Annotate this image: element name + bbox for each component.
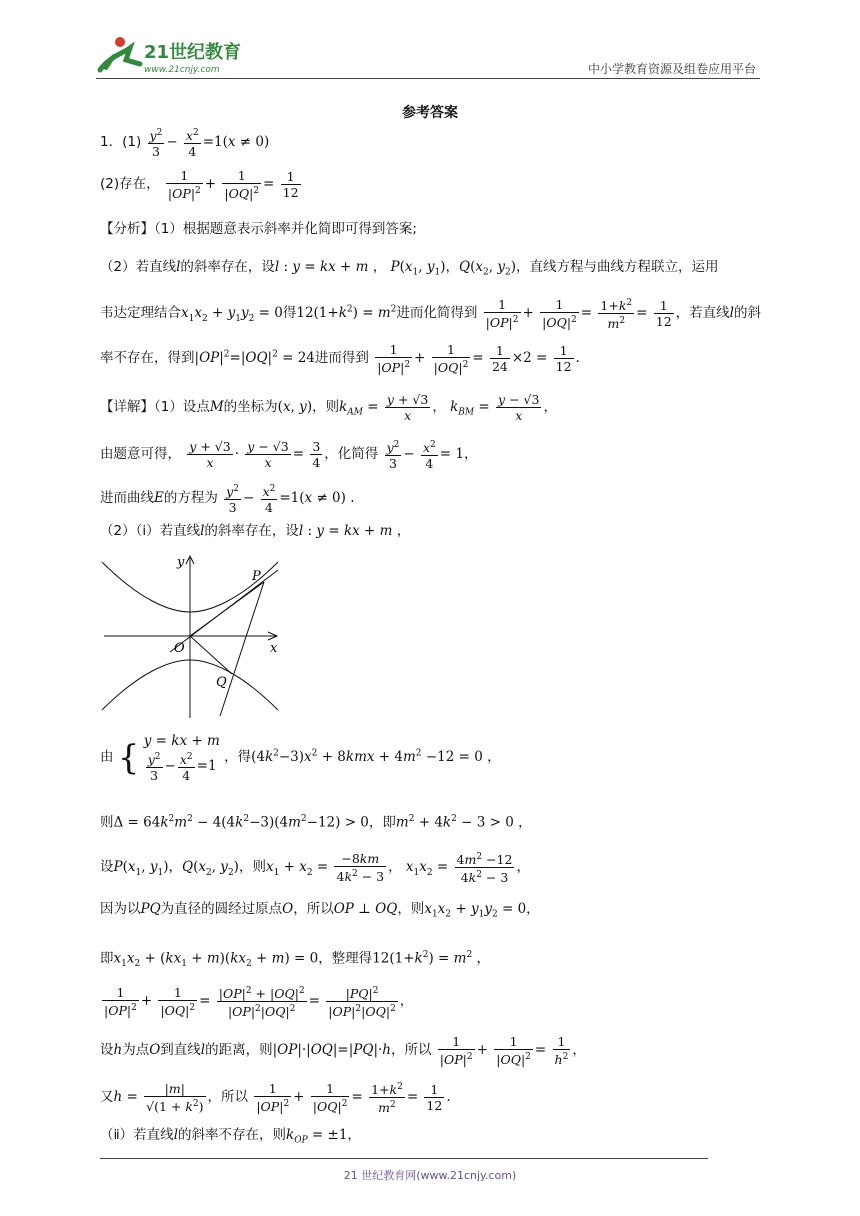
detail-2: 由题意可得， $\frac{y + √3}{x}$ · $\frac{y - √3}{x}$ = $\frac{3}{4}$ ，化简得 $\frac{y^2}{3}$ − $\frac{x^2}{4}$ = 1，: [100, 439, 478, 472]
discriminant: 则$\Delta = 64k^2m^2 - 4(4k^2-3)(4m^2-12) > 0$，即$m^2 + 4k^2 - 3 > 0$ ，: [100, 814, 532, 831]
simplify: 即$x_1x_2 + (kx_1 + m)(kx_2 + m) = 0$，整理得$12(1+k^2) = m^2$ ，: [100, 950, 490, 970]
hyperbola-graph: [100, 552, 282, 720]
svg-text:www.21cnjy.com: www.21cnjy.com: [144, 65, 220, 75]
footer-divider: [100, 1158, 708, 1159]
analysis-4: 率不存在，得到$|OP|^2=|OQ|^2 = 24$进而得到 $\frac{1}{|OP|^2}$ + $\frac{1}{|OQ|^2}$ = $\frac{1}{24}$ ×2 = $\frac{1}{12}$ .: [100, 342, 580, 376]
analysis-3: 韦达定理结合$x_1x_2 + y_1y_2 = 0$得$12(1+k^2) = m^2$进而化简得到 $\frac{1}{|OP|^2}$ + $\frac{1}{|OQ|^2}$ = $\frac{1+k^2}{m^2}$ = $\frac{1}{12}$ ，若直线l的斜: [100, 297, 761, 332]
conclusion: 又h = $\frac{|m|}{√(1 + k^2)}$ ，所以 $\frac{1}{|OP|^2}$ + $\frac{1}{|OQ|^2}$ = $\frac{1+k^2}{m^2}$ = $\frac{1}{12}$ .: [100, 1081, 451, 1116]
answer-1-2: (2)存在， $\frac{1}{|OP|^2}$ + $\frac{1}{|OQ|^2}$ = $\frac{1}{12}$: [100, 168, 299, 202]
svg-text:x: x: [270, 641, 278, 656]
svg-text:O: O: [174, 641, 185, 656]
distance-h: 设h为点O到直线l的距离，则|OP|·|OQ|=|PQ|·h，所以 $\frac{1}{|OP|^2}$ + $\frac{1}{|OQ|^2}$ = $\frac{1}{h^2}$ ，: [100, 1034, 586, 1068]
system-equation: 由 { y = kx + m $\frac{y^2}{3}$ − $\frac{x^2}{4}$ =1 ，得$(4k^2-3)x^2 + 8kmx + 4m^2 -12 = 0$ ，: [100, 733, 501, 784]
footer-text: 21 世纪教育网(www.21cnjy.com): [343, 1169, 517, 1182]
detail-4: （2）（ⅰ）若直线l的斜率存在，设l : y = kx + m ，: [100, 523, 411, 539]
answer-1-1: 1．(1) $\frac{y^2}{3}$ − $\frac{x^2}{4}$ =1(x ≠ 0): [100, 128, 270, 160]
case-ii: （ⅱ）若直线l的斜率不存在，则$k_{OP} = \pm 1$，: [100, 1127, 361, 1146]
svg-text:y: y: [177, 555, 185, 570]
svg-text:21世纪教育: 21世纪教育: [144, 42, 242, 63]
detail-1: 【详解】（1）设点M的坐标为(x, y)，则$k_{AM}$ = $\frac{y + √3}{x}$ ， $k_{BM}$ = $\frac{y - √3}{x}$ ，: [100, 392, 557, 423]
svg-text:Q: Q: [216, 675, 227, 690]
analysis-2: （2）若直线l的斜率存在，设l : y = kx + m ， $P(x_1$, $y_1$)，$Q(x_2$, $y_2$)，直线方程与曲线方程联立，运用: [100, 259, 719, 278]
reciprocal-sum: $\frac{1}{|OP|^2}$ + $\frac{1}{|OQ|^2}$ = $\frac{|OP|^2 + |OQ|^2}{|OP|^2|OQ|^2}$ = $\frac{|PQ|^2}{|OP|^2|OQ|^2}$ ，: [104, 985, 414, 1020]
perpendicular: 因为以PQ为直径的圆经过原点O，所以OP ⊥ OQ，则$x_1x_2 + y_1y_2 = 0$，: [100, 901, 540, 920]
analysis-1: 【分析】（1）根据题意表示斜率并化简即可得到答案;: [100, 221, 417, 237]
page-title: 参考答案: [402, 105, 458, 121]
header-divider: [96, 78, 760, 79]
detail-3: 进而曲线E的方程为 $\frac{y^2}{3}$ − $\frac{x^2}{4}$ =1(x ≠ 0) .: [100, 484, 355, 516]
vieta: 设$P(x_1$, $y_1$)，$Q(x_2$, $y_2$)，则$x_1 + x_2$ = $\frac{-8km}{4k^2 - 3}$ ， $x_1x_2$ = $\frac{4m^2 -12}{4k^2 - 3}$ ，: [100, 851, 530, 886]
site-logo: [96, 34, 256, 78]
svg-text:P: P: [252, 569, 261, 584]
platform-name: 中小学教育资源及组卷应用平台: [587, 62, 756, 76]
runner-logo-icon: [96, 34, 256, 78]
